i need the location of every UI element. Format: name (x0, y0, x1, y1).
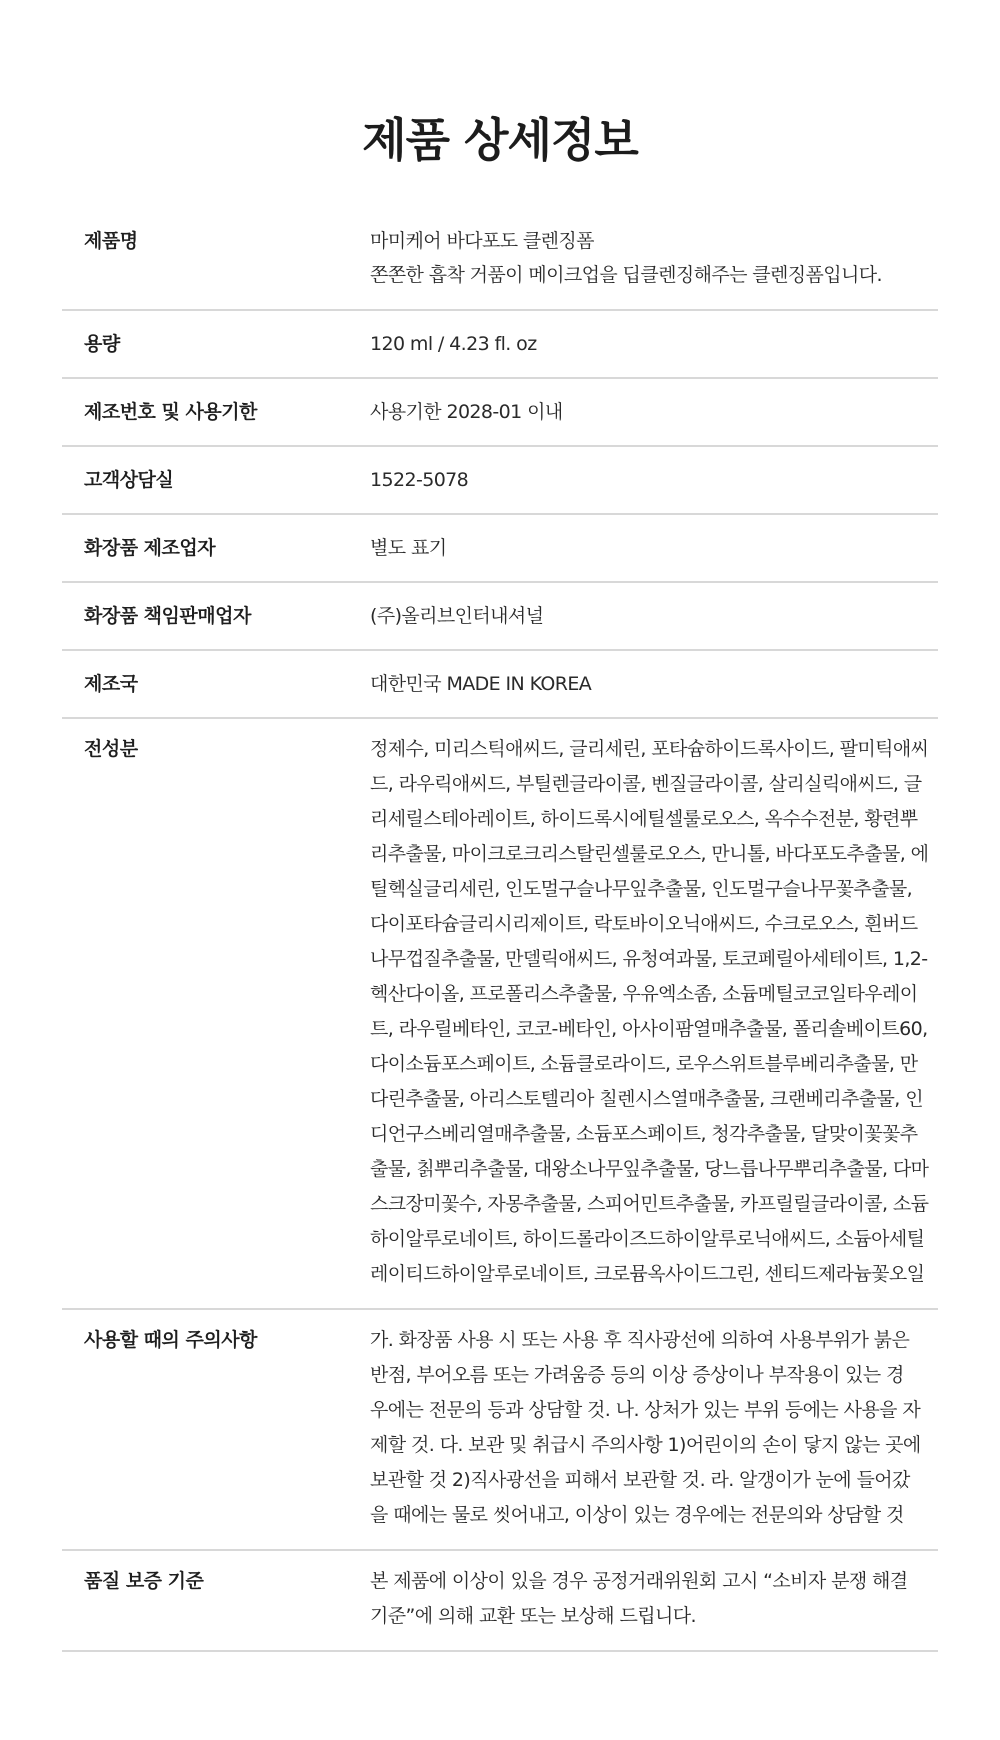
info-row-value-line: 트, 라우릴베타인, 코코-베타인, 아사이팜열매추출물, 폴리솔베이트60, (370, 1018, 928, 1040)
info-row-value-line: 을 때에는 물로 씻어내고, 이상이 있는 경우에는 전문의와 상담할 것 (370, 1504, 904, 1526)
info-row (62, 311, 938, 379)
info-row (62, 515, 938, 583)
info-row (62, 1310, 938, 1551)
info-row-label: 품질 보증 기준 (84, 1570, 204, 1592)
page-title: 제품 상세정보 (362, 113, 638, 167)
info-row-value (370, 531, 938, 565)
info-row-value-line: 리세릴스테아레이트, 하이드록시에틸셀룰로오스, 옥수수전분, 황련뿌 (370, 808, 918, 830)
info-row-value-line: 가. 화장품 사용 시 또는 사용 후 직사광선에 의하여 사용부위가 붉은 (370, 1329, 910, 1351)
info-row-value (370, 327, 938, 361)
info-row-value-line: 기준”에 의해 교환 또는 보상해 드립니다. (370, 1605, 696, 1627)
info-row-value-line: 스크장미꽃수, 자몽추출물, 스피어민트추출물, 카프릴릴글라이콜, 소듐 (370, 1193, 929, 1215)
info-row-value-line: 다이소듐포스페이트, 소듐클로라이드, 로우스위트블루베리추출물, 만 (370, 1053, 918, 1075)
info-row-value-line: 디언구스베리열매추출물, 소듐포스페이트, 청각추출물, 달맞이꽃꽃추 (370, 1123, 918, 1145)
info-row-value (370, 1564, 938, 1634)
info-row (62, 224, 938, 311)
info-row-value-line: 마미케어 바다포도 클렌징폼 (370, 230, 594, 252)
info-row-value-line: 쫀쫀한 흡착 거품이 메이크업을 딥클렌징해주는 클렌징폼입니다. (370, 264, 882, 286)
info-row-label: 용량 (84, 333, 120, 355)
info-row-label: 사용할 때의 주의사항 (84, 1329, 257, 1351)
info-row-value-line: 나무껍질추출물, 만델릭애씨드, 유청여과물, 토코페릴아세테이트, 1,2- (370, 948, 928, 970)
info-row-value-line: 레이티드하이알루로네이트, 크로뮴옥사이드그린, 센티드제라늄꽃오일 (370, 1263, 925, 1285)
info-row-value-line: 헥산다이올, 프로폴리스추출물, 우유엑소좀, 소듐메틸코코일타우레이 (370, 983, 918, 1005)
info-row-value-line: (주)올리브인터내셔널 (370, 605, 544, 627)
info-row (62, 719, 938, 1310)
info-row (62, 583, 938, 651)
info-row-value (370, 395, 938, 429)
info-row-value-line: 120 ml / 4.23 fl. oz (370, 333, 537, 355)
info-row-value (370, 599, 938, 633)
info-row-label: 제조국 (84, 673, 138, 695)
info-row (62, 379, 938, 447)
info-row-value-line: 리추출물, 마이크로크리스탈린셀룰로오스, 만니톨, 바다포도추출물, 에 (370, 843, 929, 865)
info-row-value-line: 틸헥실글리세린, 인도멀구슬나무잎추출물, 인도멀구슬나무꽃추출물, (370, 878, 913, 900)
info-row-value-line: 다린추출물, 아리스토텔리아 칠렌시스열매추출물, 크랜베리추출물, 인 (370, 1088, 923, 1110)
info-row-value-line: 본 제품에 이상이 있을 경우 공정거래위원회 고시 “소비자 분쟁 해결 (370, 1570, 908, 1592)
info-row-label: 제품명 (84, 230, 138, 252)
info-row-value-line: 하이알루로네이트, 하이드롤라이즈드하이알루로닉애씨드, 소듐아세틸 (370, 1228, 925, 1250)
info-row-value (370, 667, 938, 701)
info-row-value-line: 우에는 전문의 등과 상담할 것. 나. 상처가 있는 부위 등에는 사용을 자 (370, 1399, 921, 1421)
info-row-value (370, 463, 938, 497)
info-row-value (370, 224, 938, 292)
info-row-value-line: 별도 표기 (370, 537, 447, 559)
info-row-value-line: 대한민국 MADE IN KOREA (370, 673, 592, 695)
info-row (62, 651, 938, 719)
info-row-value-line: 사용기한 2028-01 이내 (370, 401, 563, 423)
product-info-table (62, 224, 938, 1652)
info-row (62, 1551, 938, 1652)
info-row-value (370, 732, 938, 1292)
info-row (62, 447, 938, 515)
info-row-value-line: 보관할 것 2)직사광선을 피해서 보관할 것. 라. 알갱이가 눈에 들어갔 (370, 1469, 910, 1491)
info-row-label: 전성분 (84, 738, 138, 760)
info-row-label: 제조번호 및 사용기한 (84, 401, 257, 423)
info-row-value-line: 제할 것. 다. 보관 및 취급시 주의사항 1)어린이의 손이 닿지 않는 곳에 (370, 1434, 921, 1456)
info-row-value-line: 드, 라우릭애씨드, 부틸렌글라이콜, 벤질글라이콜, 살리실릭애씨드, 글 (370, 773, 922, 795)
info-row-label: 화장품 책임판매업자 (84, 605, 251, 627)
info-row-value-line: 다이포타슘글리시리제이트, 락토바이오닉애씨드, 수크로오스, 흰버드 (370, 913, 918, 935)
info-row-value-line: 1522-5078 (370, 469, 469, 491)
info-row-value-line: 정제수, 미리스틱애씨드, 글리세린, 포타슘하이드록사이드, 팔미틱애씨 (370, 738, 929, 760)
info-row-label: 고객상담실 (84, 469, 174, 491)
info-row-value-line: 반점, 부어오름 또는 가려움증 등의 이상 증상이나 부작용이 있는 경 (370, 1364, 904, 1386)
info-row-value-line: 출물, 칡뿌리추출물, 대왕소나무잎추출물, 당느릅나무뿌리추출물, 다마 (370, 1158, 929, 1180)
info-row-label: 화장품 제조업자 (84, 537, 216, 559)
info-row-value (370, 1323, 938, 1533)
